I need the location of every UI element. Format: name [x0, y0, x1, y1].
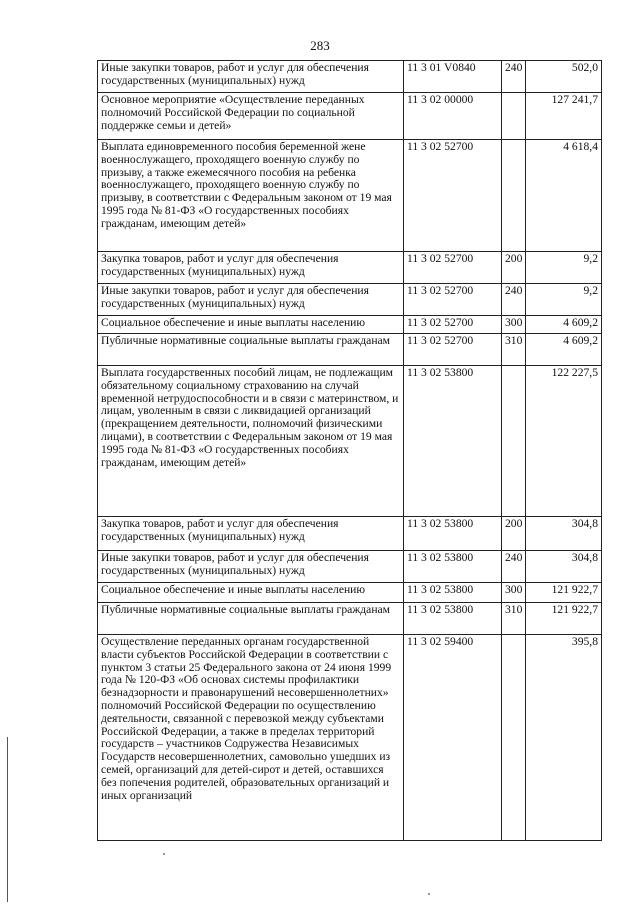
scan-speck [163, 853, 165, 855]
scan-edge-line [7, 737, 8, 902]
item-expense-type [502, 93, 526, 140]
item-code: 11 3 02 52700 [404, 140, 502, 252]
table-row [98, 551, 602, 583]
item-amount: 9,2 [526, 284, 602, 316]
item-amount: 121 922,7 [526, 603, 602, 635]
item-expense-type [502, 635, 526, 841]
item-amount: 502,0 [526, 61, 602, 93]
page-number: 283 [310, 38, 330, 53]
item-name: Иные закупки товаров, работ и услуг для обеспечения государственных (муниципальных) нужд [98, 551, 404, 583]
item-code: 11 3 02 53800 [404, 583, 502, 603]
item-code: 11 3 02 52700 [404, 316, 502, 334]
item-name: Социальное обеспечение и иные выплаты населению [98, 316, 404, 334]
item-amount: 304,8 [526, 551, 602, 583]
table-row [98, 93, 602, 140]
table-row [98, 603, 602, 635]
item-code: 11 3 02 52700 [404, 252, 502, 284]
item-expense-type: 240 [502, 551, 526, 583]
item-amount: 122 227,5 [526, 366, 602, 517]
item-name: Выплата государственных пособий лицам, не подлежащим обязательному социальному страхованию на случай временной нетрудоспособности и в связи с материнством, и лицам, уволенным в связи с ликвидацией организаций (прекращением деятельности, полномочий физическими лицами), в соответствии с Федеральным законом от 19 мая 1995 года № 81-ФЗ «О государственных пособиях гражданам, имеющим детей» [98, 366, 404, 517]
item-expense-type: 200 [502, 517, 526, 551]
table-row [98, 316, 602, 334]
table-row [98, 61, 602, 93]
item-name: Выплата единовременного пособия беременной жене военнослужащего, проходящего военную службу по призыву, а также ежемесячного пособия на ребенка военнослужащего, проходящего военную службу по призыву, в соответствии с Федеральным законом от 19 мая 1995 года № 81-ФЗ «О государственных пособиях гражданам, имеющим детей» [98, 140, 404, 252]
item-expense-type: 200 [502, 252, 526, 284]
table-row [98, 334, 602, 366]
scan-speck [428, 893, 430, 895]
item-expense-type: 240 [502, 61, 526, 93]
item-code: 11 3 02 53800 [404, 366, 502, 517]
item-name: Иные закупки товаров, работ и услуг для обеспечения государственных (муниципальных) нужд [98, 61, 404, 93]
table-row [98, 517, 602, 551]
item-code: 11 3 02 00000 [404, 93, 502, 140]
item-name: Закупка товаров, работ и услуг для обеспечения государственных (муниципальных) нужд [98, 252, 404, 284]
item-code: 11 3 02 52700 [404, 284, 502, 316]
item-amount: 4 609,2 [526, 316, 602, 334]
item-code: 11 3 02 53800 [404, 603, 502, 635]
item-amount: 4 618,4 [526, 140, 602, 252]
item-expense-type [502, 366, 526, 517]
item-amount: 304,8 [526, 517, 602, 551]
item-name: Иные закупки товаров, работ и услуг для обеспечения государственных (муниципальных) нужд [98, 284, 404, 316]
item-expense-type [502, 140, 526, 252]
item-amount: 9,2 [526, 252, 602, 284]
item-name: Закупка товаров, работ и услуг для обеспечения государственных (муниципальных) нужд [98, 517, 404, 551]
item-code: 11 3 02 53800 [404, 517, 502, 551]
item-expense-type: 310 [502, 334, 526, 366]
item-name: Осуществление переданных органам государственной власти субъектов Российской Федерации в соответствии с пунктом 3 статьи 25 Федерального закона от 24 июня 1999 года № 120-ФЗ «Об основах системы профилактики безнадзорности и правонарушений несовершеннолетних» полномочий Российской Федерации по осуществлению деятельности, связанной с перевозкой между субъектами Российской Федерации, а также в пределах территорий государств – участников Содружества Независимых Государств несовершеннолетних, самовольно ушедших из семей, организаций для детей-сирот и детей, оставшихся без попечения родителей, образовательных организаций и иных организаций [98, 635, 404, 841]
item-amount: 127 241,7 [526, 93, 602, 140]
table-row [98, 140, 602, 252]
table-row [98, 635, 602, 841]
item-code: 11 3 01 V0840 [404, 61, 502, 93]
table-row [98, 284, 602, 316]
item-expense-type: 300 [502, 316, 526, 334]
item-expense-type: 300 [502, 583, 526, 603]
item-expense-type: 240 [502, 284, 526, 316]
item-name: Публичные нормативные социальные выплаты гражданам [98, 334, 404, 366]
table-row [98, 583, 602, 603]
item-amount: 121 922,7 [526, 583, 602, 603]
item-code: 11 3 02 53800 [404, 551, 502, 583]
item-amount: 395,8 [526, 635, 602, 841]
item-amount: 4 609,2 [526, 334, 602, 366]
table-row [98, 366, 602, 517]
item-name: Публичные нормативные социальные выплаты гражданам [98, 603, 404, 635]
table-row [98, 252, 602, 284]
budget-table [97, 60, 602, 841]
item-name: Социальное обеспечение и иные выплаты населению [98, 583, 404, 603]
item-code: 11 3 02 52700 [404, 334, 502, 366]
item-name: Основное мероприятие «Осуществление переданных полномочий Российской Федерации по социальной поддержке семьи и детей» [98, 93, 404, 140]
item-code: 11 3 02 59400 [404, 635, 502, 841]
item-expense-type: 310 [502, 603, 526, 635]
